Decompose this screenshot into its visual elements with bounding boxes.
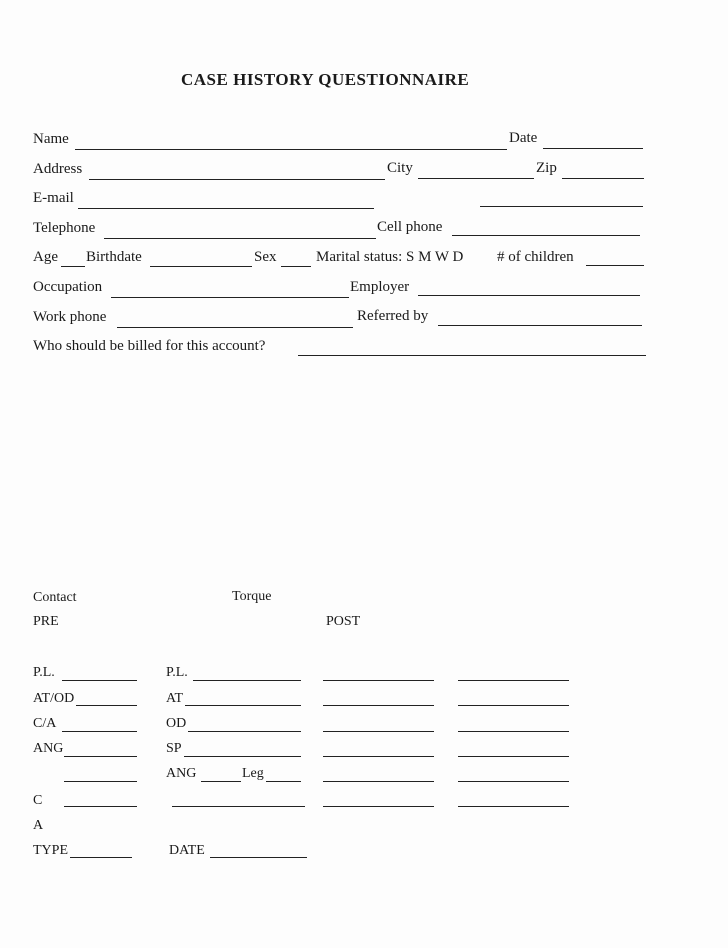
post-col4-line[interactable] [458, 781, 569, 782]
telephone-field[interactable] [104, 238, 376, 239]
col2-at-field[interactable] [185, 705, 301, 706]
cell-phone-field[interactable] [452, 235, 640, 236]
col2-sp-field[interactable] [184, 756, 301, 757]
leg-label: Leg [242, 766, 264, 781]
birthdate-label: Birthdate [86, 249, 142, 265]
date-exam-label: DATE [169, 843, 205, 858]
billing-field[interactable] [298, 355, 646, 356]
c-label: C [33, 793, 43, 808]
referred-by-label: Referred by [357, 308, 429, 324]
col2-od-label: OD [166, 716, 187, 731]
col2-od-field[interactable] [188, 731, 301, 732]
c-field[interactable] [64, 806, 137, 807]
zip-field[interactable] [562, 178, 644, 179]
col1-ca-label: C/A [33, 716, 57, 731]
col2-ang-field[interactable] [201, 781, 241, 782]
col1-atod-label: AT/OD [33, 691, 75, 706]
address-label: Address [33, 161, 83, 177]
col2-c-field[interactable] [172, 806, 305, 807]
type-field[interactable] [70, 857, 132, 858]
col1-atod-field[interactable] [76, 705, 137, 706]
post-col3-line[interactable] [323, 806, 434, 807]
work-phone-label: Work phone [33, 309, 107, 325]
post-label: POST [326, 614, 361, 629]
city-label: City [387, 160, 413, 176]
col2-sp-label: SP [166, 741, 182, 756]
email-field[interactable] [78, 208, 374, 209]
billing-label: Who should be billed for this account? [33, 338, 266, 354]
name-field[interactable] [75, 149, 507, 150]
col1-ca-field[interactable] [62, 731, 137, 732]
post-col3-line[interactable] [323, 705, 434, 706]
children-label: # of children [497, 249, 574, 265]
post-col4-line[interactable] [458, 731, 569, 732]
contact-label: Contact [33, 590, 77, 605]
work-phone-field[interactable] [117, 327, 353, 328]
a-label: A [33, 818, 44, 833]
name-label: Name [33, 131, 69, 147]
address-field[interactable] [89, 179, 385, 180]
post-col3-line[interactable] [323, 781, 434, 782]
col1-ang-label: ANG [33, 741, 64, 756]
referred-by-field[interactable] [438, 325, 642, 326]
post-col3-line[interactable] [323, 680, 434, 681]
type-label: TYPE [33, 843, 68, 858]
date-field[interactable] [543, 148, 643, 149]
col2-at-label: AT [166, 691, 184, 706]
children-field[interactable] [586, 265, 644, 266]
age-field[interactable] [61, 266, 85, 267]
sex-label: Sex [254, 249, 277, 265]
age-label: Age [33, 249, 58, 265]
email-extra-field[interactable] [480, 206, 643, 207]
pre-label: PRE [33, 614, 59, 629]
occupation-field[interactable] [111, 297, 349, 298]
post-col4-line[interactable] [458, 806, 569, 807]
col2-pl-label: P.L. [166, 665, 188, 680]
employer-label: Employer [350, 279, 410, 295]
torque-label: Torque [232, 589, 272, 604]
col2-pl-field[interactable] [193, 680, 301, 681]
sex-field[interactable] [281, 266, 311, 267]
col2-ang-label: ANG [166, 766, 197, 781]
post-col4-line[interactable] [458, 680, 569, 681]
employer-field[interactable] [418, 295, 640, 296]
col1-pl-label: P.L. [33, 665, 55, 680]
post-col4-line[interactable] [458, 756, 569, 757]
col1-ang-field[interactable] [64, 756, 137, 757]
email-label: E-mail [33, 190, 74, 206]
post-col3-line[interactable] [323, 756, 434, 757]
page-title: CASE HISTORY QUESTIONNAIRE [181, 70, 470, 89]
leg-field[interactable] [266, 781, 301, 782]
date-exam-field[interactable] [210, 857, 307, 858]
birthdate-field[interactable] [150, 266, 252, 267]
marital-status-label[interactable]: Marital status: S M W D [316, 249, 464, 265]
city-field[interactable] [418, 178, 534, 179]
col1-blank-field[interactable] [64, 781, 137, 782]
zip-label: Zip [536, 160, 557, 176]
occupation-label: Occupation [33, 279, 103, 295]
post-col3-line[interactable] [323, 731, 434, 732]
col1-pl-field[interactable] [62, 680, 137, 681]
date-label: Date [509, 130, 538, 146]
telephone-label: Telephone [33, 220, 96, 236]
cell-phone-label: Cell phone [377, 219, 443, 235]
post-col4-line[interactable] [458, 705, 569, 706]
